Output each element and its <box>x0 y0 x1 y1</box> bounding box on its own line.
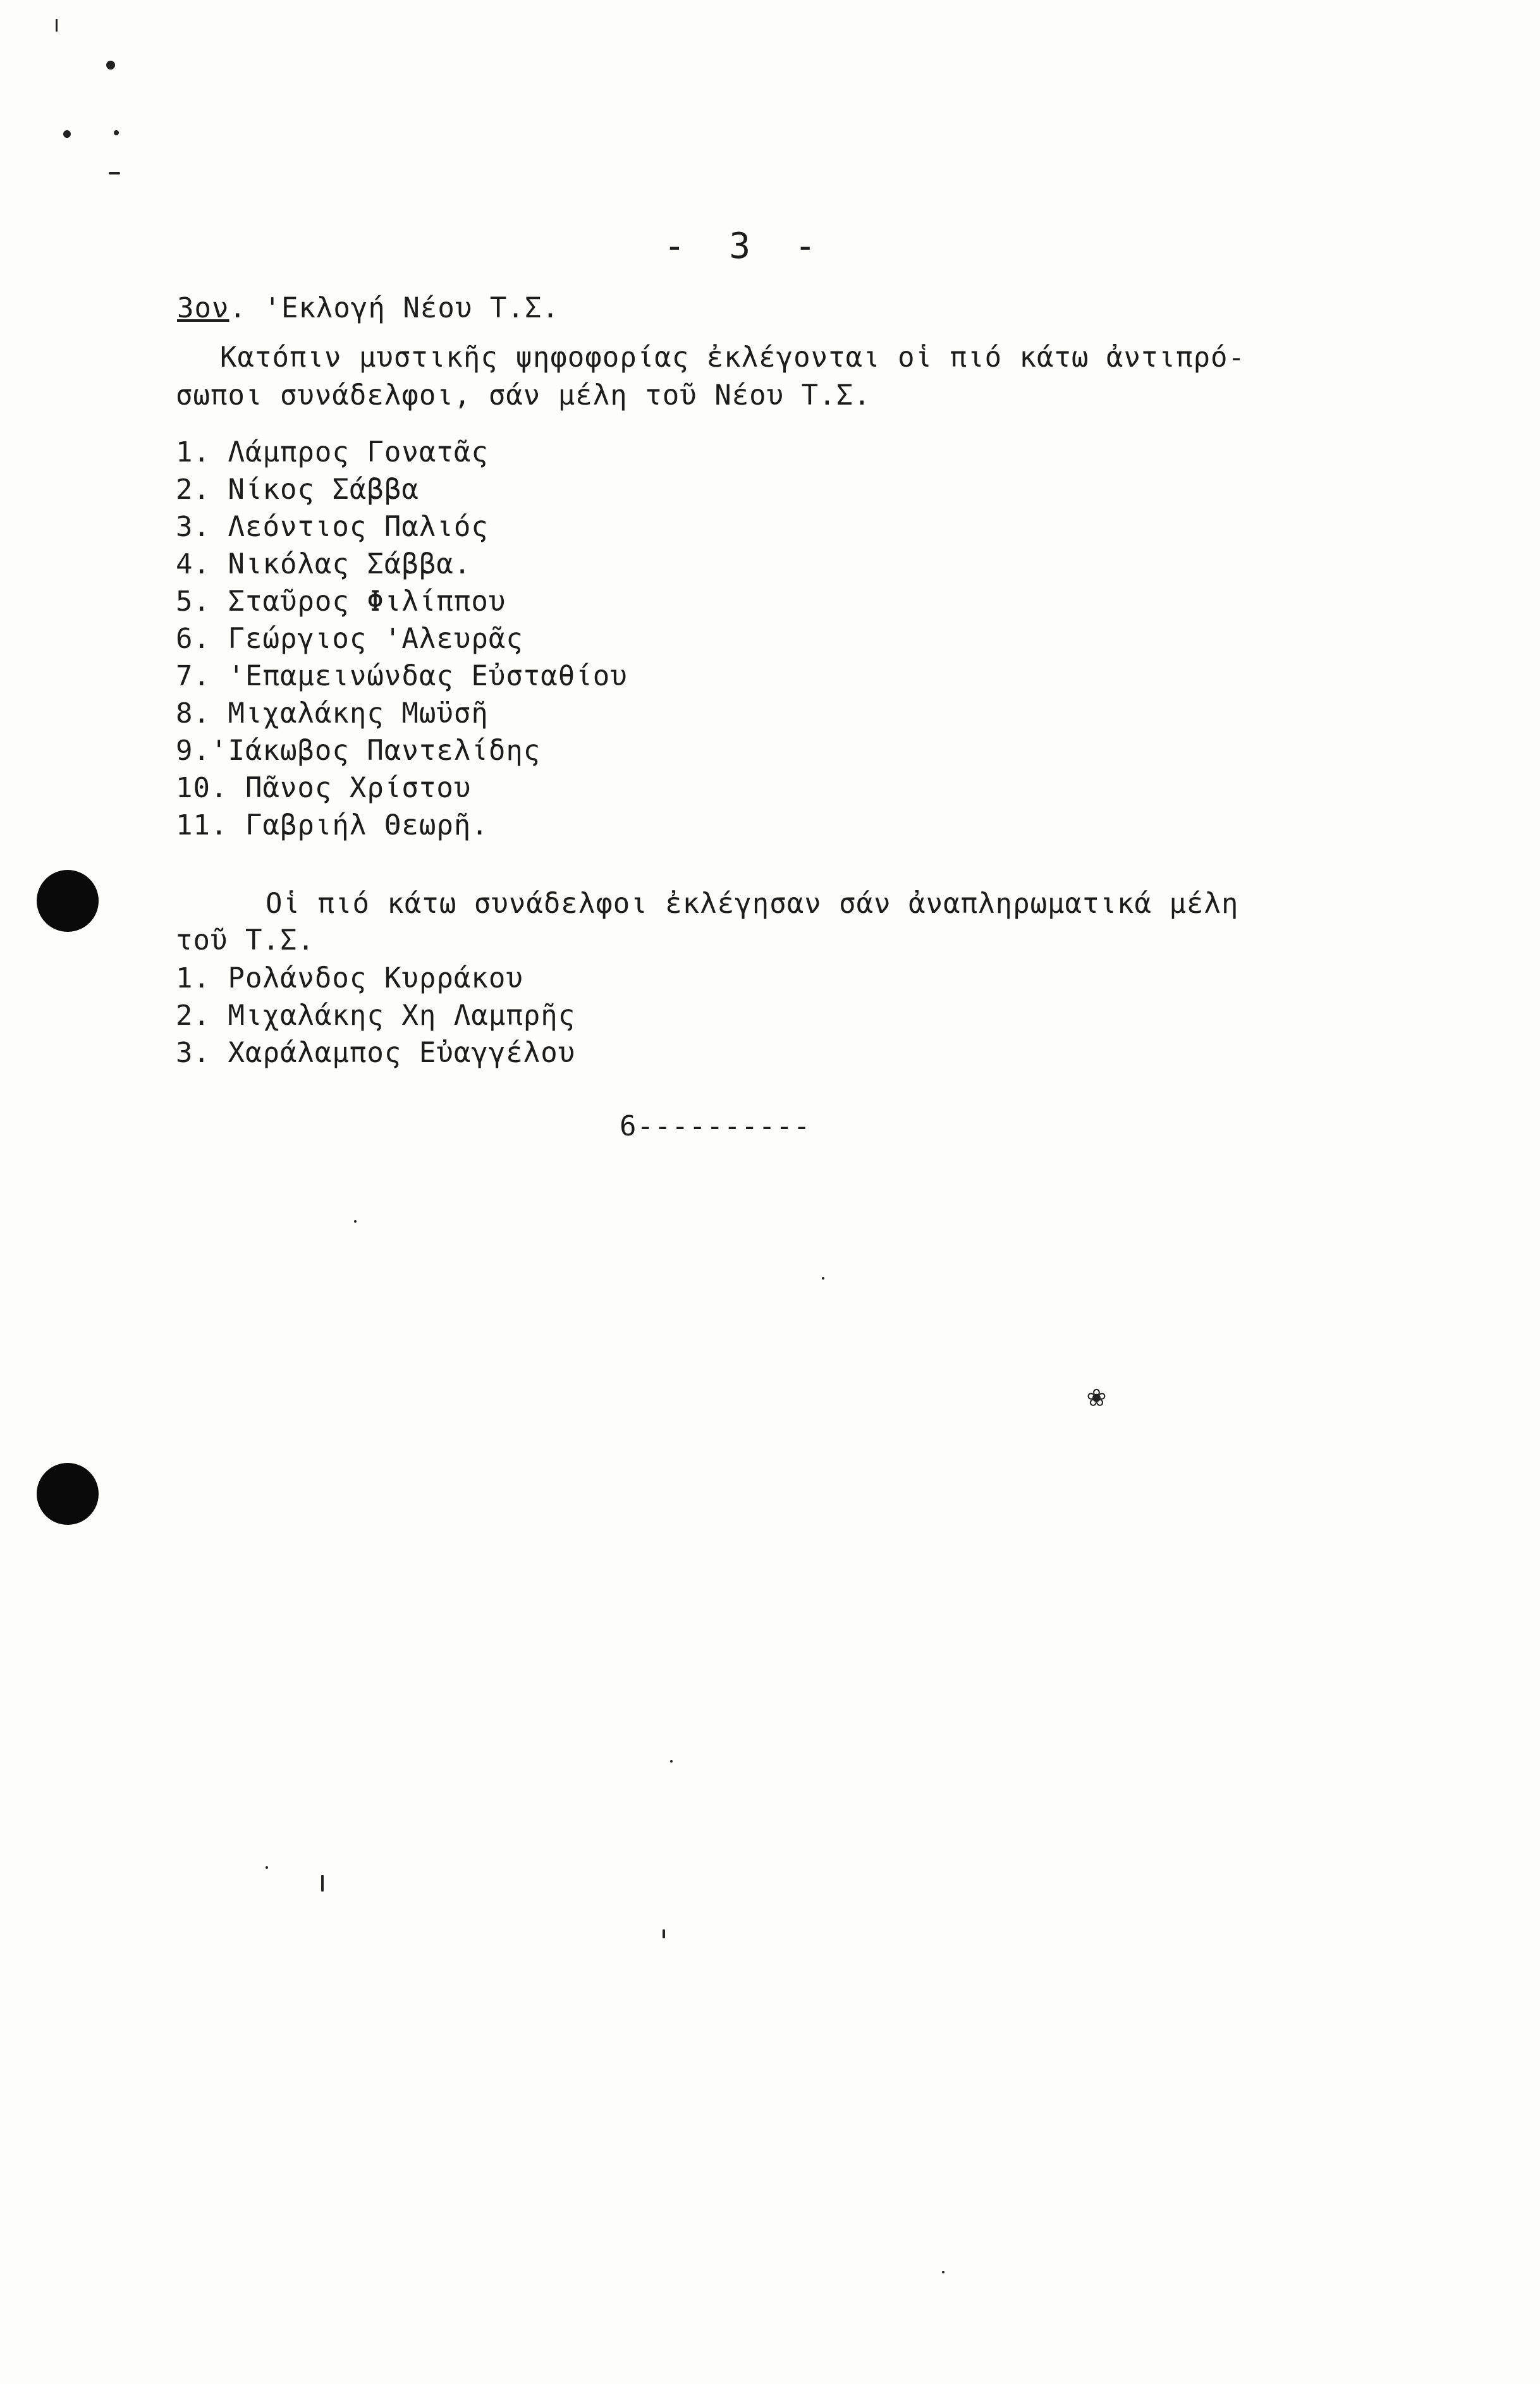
list-item: 1. Λάμπρος Γονατᾶς <box>176 436 489 468</box>
list-item: 11. Γαβριήλ Θεωρῆ. <box>176 809 489 841</box>
scan-speck <box>266 1866 268 1869</box>
alternates-paragraph-line-2: τοῦ Τ.Σ. <box>176 924 315 957</box>
list-item: 5. Σταῦρος Φιλίππου <box>176 585 506 618</box>
punch-hole-top <box>37 870 99 932</box>
section-title: . 'Εκλογή Νέου Τ.Σ. <box>229 292 559 324</box>
list-item: 6. Γεώργιος 'Αλευρᾶς <box>176 623 523 655</box>
page-number: - 3 - <box>664 226 828 267</box>
scan-speck <box>109 172 120 174</box>
list-item: 1. Ρολάνδος Κυρράκου <box>176 962 523 994</box>
list-item: 3. Λεόντιος Παλιός <box>176 511 489 543</box>
scan-speck <box>63 130 71 138</box>
intro-paragraph-line-2: σωποι συνάδελφοι, σάν μέλη τοῦ Νέου Τ.Σ. <box>176 379 871 412</box>
list-item: 10. Πᾶνος Χρίστου <box>176 772 472 804</box>
scan-speck <box>354 1220 357 1223</box>
scan-speck <box>321 1875 324 1892</box>
scan-speck <box>114 130 119 135</box>
section-heading <box>177 290 559 327</box>
list-item: 7. 'Επαμεινώνδας Εὐσταθίου <box>176 660 628 692</box>
punch-hole-bottom <box>37 1463 99 1525</box>
scan-speck <box>106 61 115 70</box>
intro-paragraph-line-1: Κατόπιν μυστικῆς ψηφοφορίας ἐκλέγονται οἱ πιό κάτω ἀντιπρό- <box>220 341 1245 374</box>
end-marker: 6---------- <box>620 1110 811 1142</box>
scan-speck <box>670 1760 673 1763</box>
list-item: 4. Νικόλας Σάββα. <box>176 548 472 580</box>
scan-speck <box>822 1277 824 1280</box>
scan-speck <box>663 1929 665 1938</box>
alternates-paragraph-line-1: Οἱ πιό κάτω συνάδελφοι ἐκλέγησαν σάν ἀναπληρωματικά μέλη <box>266 888 1239 920</box>
list-item: 2. Μιχαλάκης Χη Λαμπρῆς <box>176 999 576 1032</box>
list-item: 3. Χαράλαμπος Εὐαγγέλου <box>176 1037 576 1069</box>
list-item: 8. Μιχαλάκης Μωϋσῆ <box>176 697 489 730</box>
scan-speck <box>56 19 58 32</box>
list-item: 2. Νίκος Σάββα <box>176 474 419 506</box>
list-item: 9.'Ιάκωβος Παντελίδης <box>176 735 541 767</box>
stray-mark-icon: ❀ <box>1087 1378 1106 1414</box>
section-number: 3ον <box>177 292 229 324</box>
scan-speck <box>942 2271 944 2273</box>
